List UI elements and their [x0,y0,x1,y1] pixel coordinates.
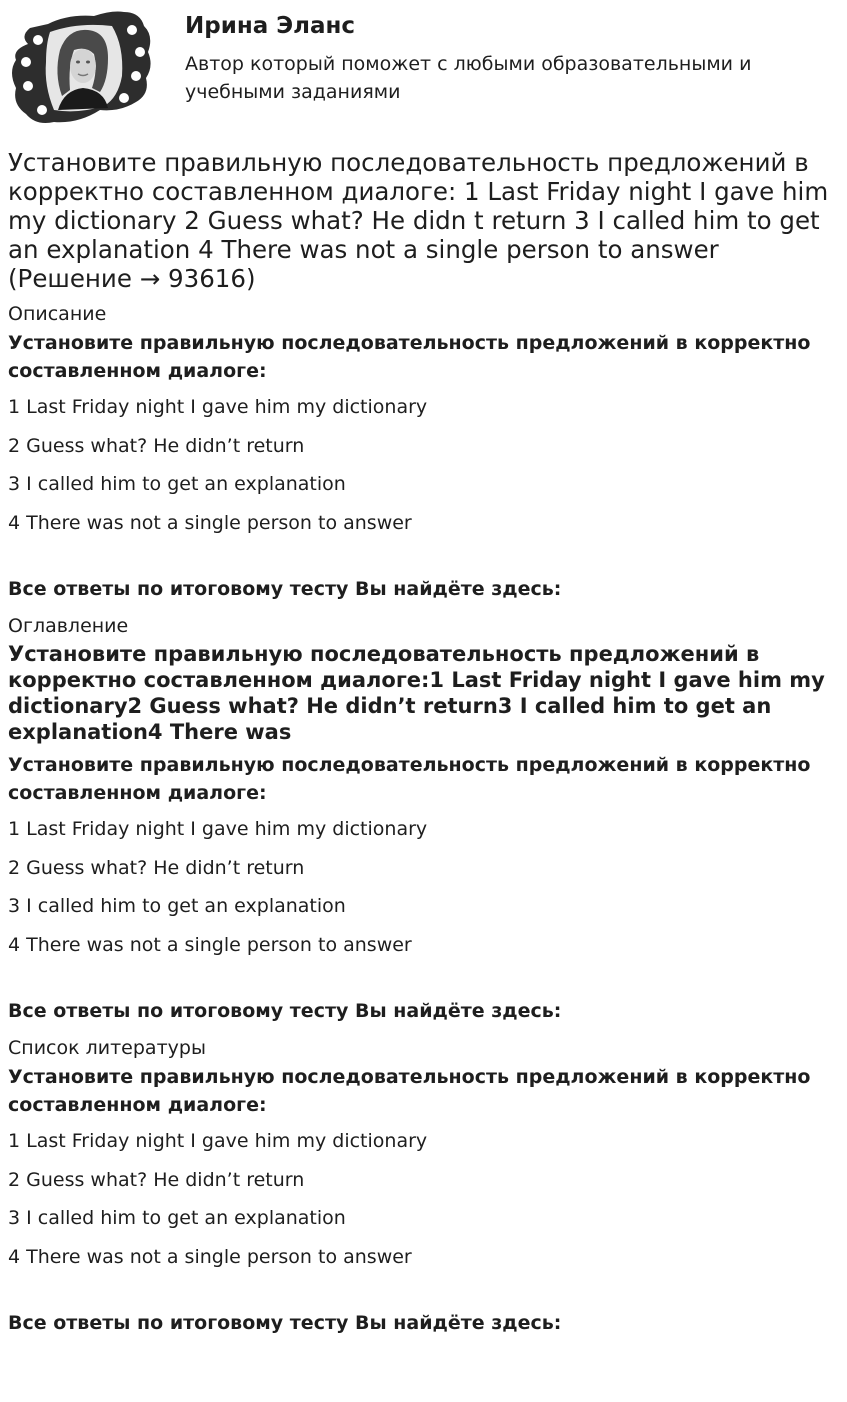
sentence-item: 3 I called him to get an explanation [8,473,346,495]
answers-link-text: Все ответы по итоговому тесту Вы найдёте здесь: [8,1000,562,1022]
sentence-item: 2 Guess what? He didn’t return [8,856,305,879]
task-heading: Установите правильную последовательность предложений в корректно составленном диалоге: [8,754,811,804]
sentence-item: 4 There was not a single person to answer [8,933,412,956]
page-title: Установите правильную последовательность предложений в корректно составленном диалоге: 1 Last Friday night I gave him my dictionary 2 Guess what? He didn t return 3 I called him to get an explanation 4 There was not a single person to answer (Решение → 93616) [8,148,829,293]
author-block [8,0,838,140]
toc-section [8,613,838,1025]
sentence-item: 4 There was not a single person to answer [8,1245,412,1268]
answers-link-text: Все ответы по итоговому тесту Вы найдёте здесь: [8,578,562,600]
sentence-item: 2 Guess what? He didn’t return [8,1168,305,1191]
section-label-toc: Оглавление [8,615,129,637]
sentence-item: 1 Last Friday night I gave him my dictionary [8,396,428,418]
sentence-item: 1 Last Friday night I gave him my dictionary [8,818,428,840]
toc-title: Установите правильную последовательность предложений в корректно составленном диалоге:1 Last Friday night I gave him my dictionary2 Guess what? He didn’t return3 I called him to get an explanation4 There was [8,642,825,744]
page [8,0,838,1347]
literature-section [8,1035,838,1337]
spacer [8,1281,838,1309]
author-avatar[interactable] [8,6,156,128]
section-label-description: Описание [8,303,107,325]
author-description: Автор который поможет с любыми образовательными и учебными заданиями [185,53,752,103]
author-name[interactable]: Ирина Эланс [185,13,356,39]
sentence-item: 2 Guess what? He didn’t return [8,434,305,457]
answers-link-text: Все ответы по итоговому тесту Вы найдёте здесь: [8,1312,562,1334]
description-section [8,301,838,603]
spacer [8,547,838,575]
sentence-item: 3 I called him to get an explanation [8,895,346,917]
task-heading: Установите правильную последовательность предложений в корректно составленном диалоге: [8,332,811,382]
section-label-literature: Список литературы [8,1037,206,1059]
sentence-item: 1 Last Friday night I gave him my dictionary [8,1130,428,1152]
sentence-item: 3 I called him to get an explanation [8,1207,346,1229]
task-heading: Установите правильную последовательность предложений в корректно составленном диалоге: [8,1066,811,1116]
sentence-item: 4 There was not a single person to answer [8,511,412,534]
spacer [8,969,838,997]
